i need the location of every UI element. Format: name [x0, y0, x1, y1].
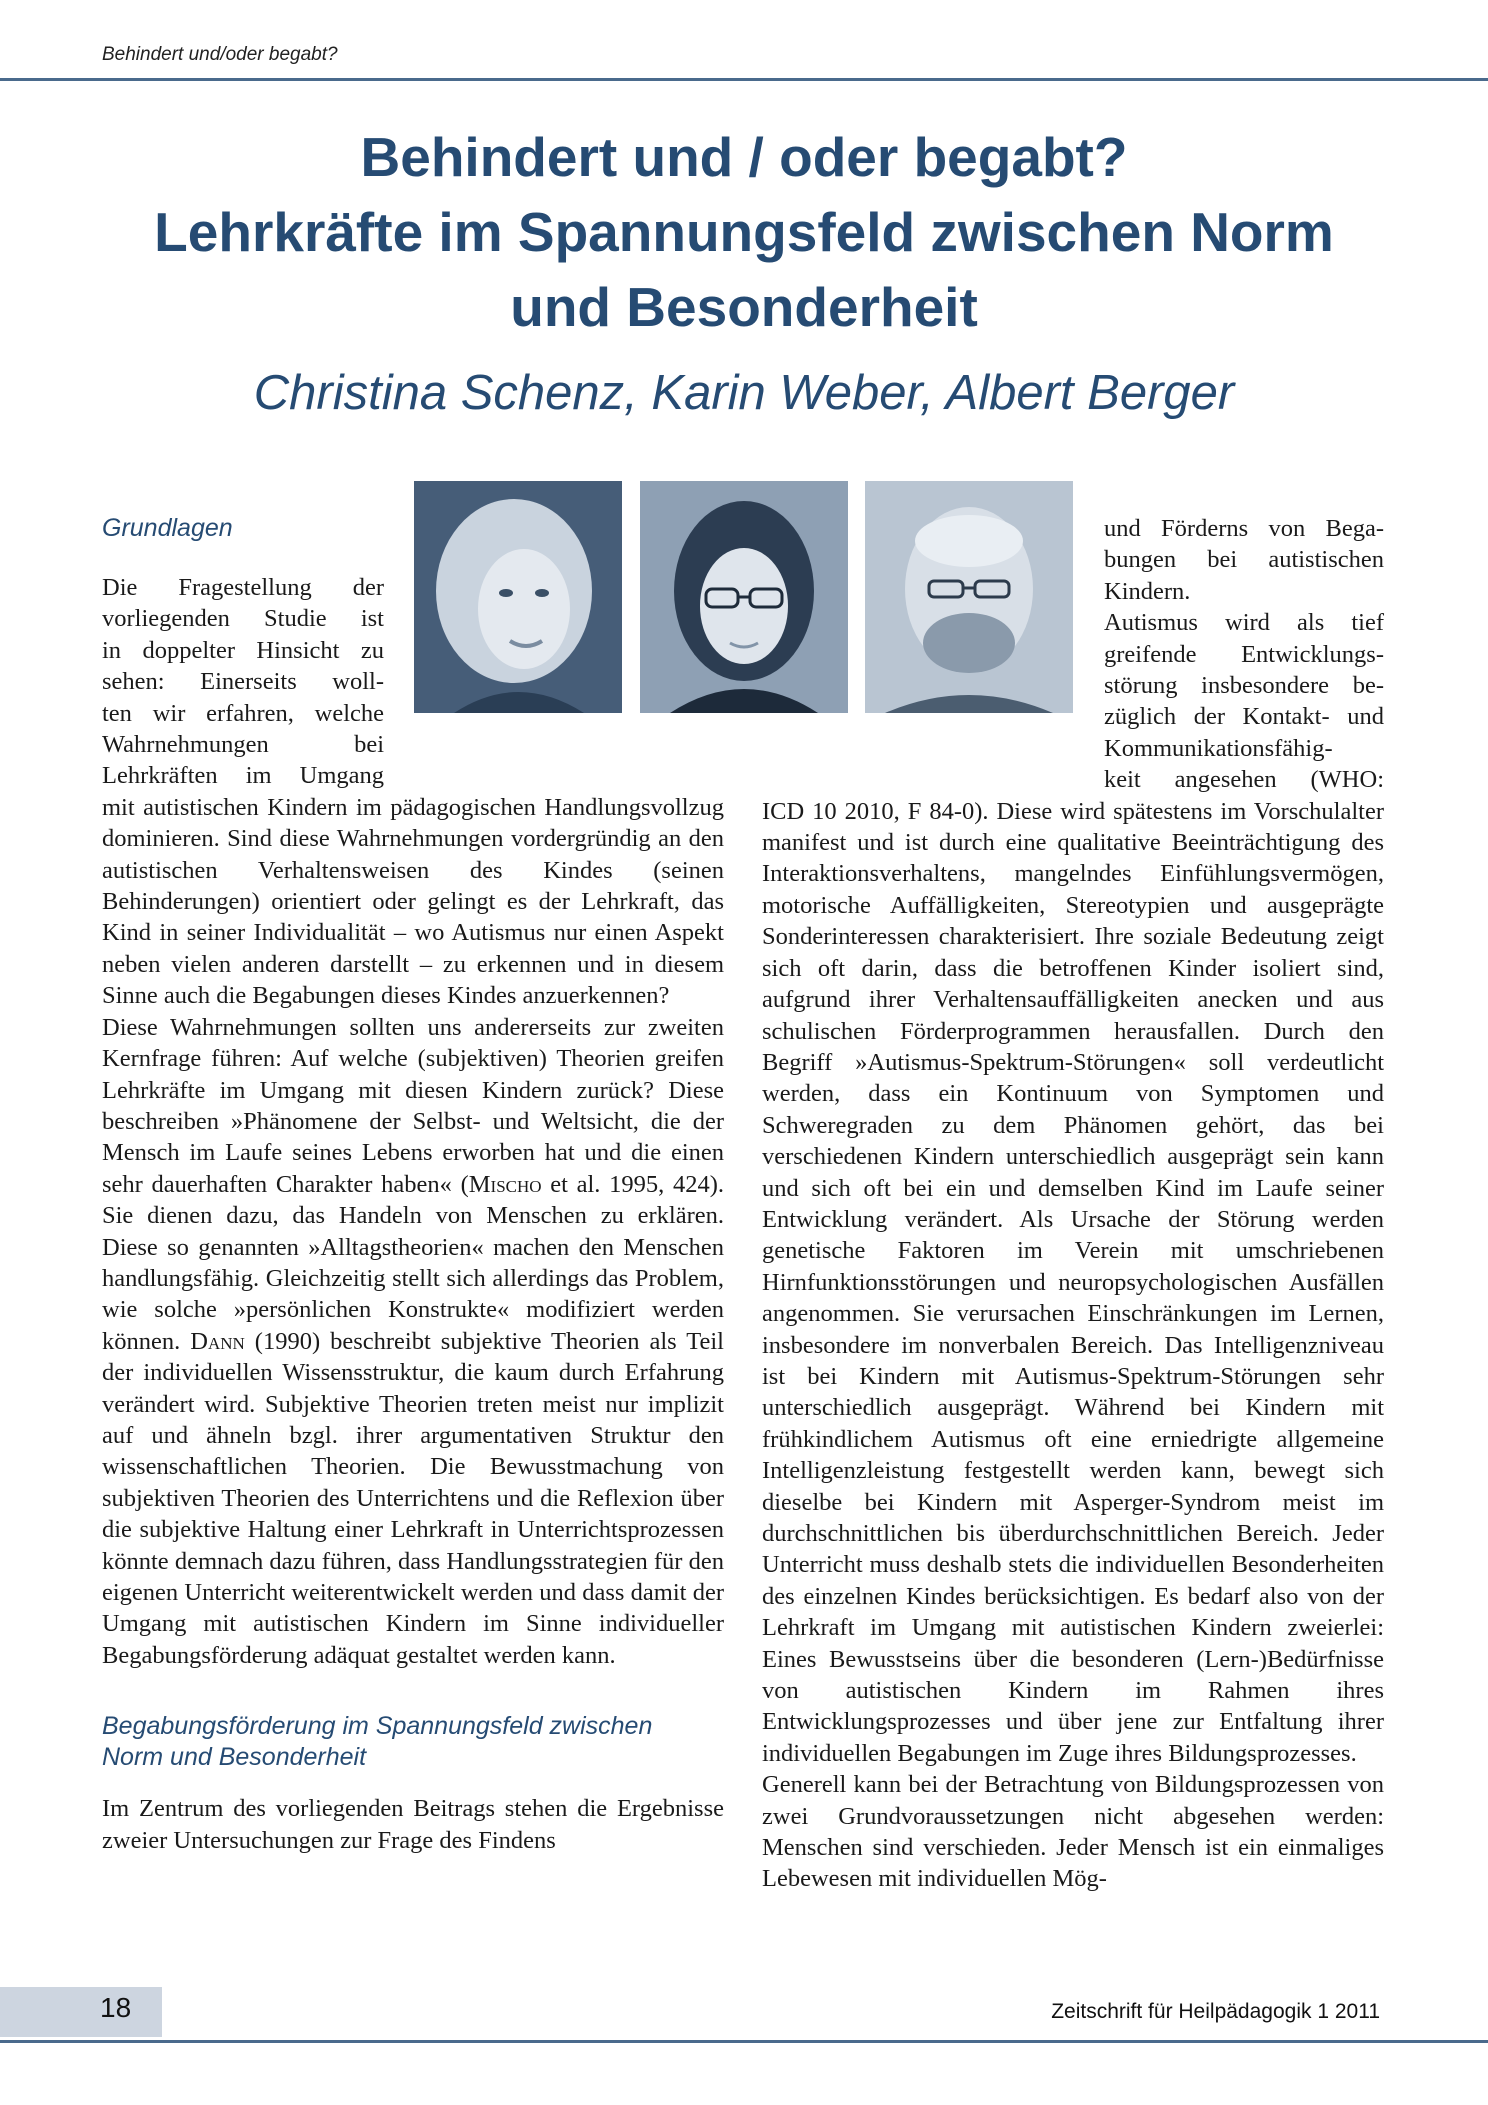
wrap-line: Lehrkräften im Umgang	[102, 762, 384, 790]
page-number: 18	[100, 1992, 132, 2023]
wrap-line: keit angesehen (WHO:	[1104, 766, 1384, 794]
wrap-line: sehen: Einerseits woll-	[102, 668, 384, 696]
wrap-line: greifende Entwicklungs-	[1104, 640, 1384, 668]
wrap-line: Kindern.	[1104, 577, 1191, 605]
wrap-line: in doppelter Hinsicht zu	[102, 636, 384, 664]
left-column	[102, 513, 724, 1856]
p2-part-b: et al. 1995, 424). Sie dienen dazu, das Handeln von Menschen zu erklären. Diese so genannten »Alltagstheorien« machen den Menschen handlungsfähig. Gleichzeitig stellt sich allerdings das Problem, wie solche »persönlichen Konstrukte« modifiziert werden können.	[102, 1170, 724, 1355]
wrap-line: und Förderns von Bega-	[1104, 515, 1384, 542]
right-column	[762, 513, 1384, 1895]
wrap-line: Autismus wird als tief	[1104, 609, 1384, 637]
wrap-line: ten wir erfahren, welche	[102, 699, 384, 727]
wrap-line: Die Fragestellung der	[102, 574, 384, 601]
section-heading-grundlagen: Grundlagen	[102, 514, 233, 542]
citation-mischo: Mischo	[468, 1170, 542, 1198]
title-line-1: Behindert und / oder begabt?	[360, 126, 1128, 188]
right-paragraph-2: Generell kann bei der Betrachtung von Bildungsprozessen von zwei Grundvoraussetzungen nicht abgesehen werden: Menschen sind verschieden. Jeder Mensch ist ein einmaliges Lebewesen mit individuellen Mög-	[762, 1771, 1384, 1893]
wrap-line: züglich der Kontakt- und	[1104, 703, 1384, 731]
top-rule	[0, 78, 1488, 81]
article-authors: Christina Schenz, Karin Weber, Albert Berger	[253, 366, 1235, 420]
p2-part-c: (1990) beschreibt subjektive Theorien als Teil der individuellen Wissensstruktur, die kaum durch Erfahrung verändert wird. Subjektive Theorien treten meist nur implizit auf und ähneln bzgl. ihrer argumentativen Struktur den wissenschaftlichen Theorien. Die Bewusstmachung von subjektiven Theorien des Unterrichtens und die Reflexion über die subjektive Haltung einer Lehrkraft in Unterrichtsprozessen könnte demnach dazu führen, dass Handlungsstrategien für den eigenen Unterricht weiterentwickelt werden und dass damit der Umgang mit autistischen Kindern im Sinne individueller Begabungsförderung adäquat gestaltet werden kann.	[102, 1327, 724, 1669]
wrap-line: störung insbesondere be-	[1104, 672, 1384, 700]
bottom-rule	[0, 2040, 1488, 2043]
left-wrap-paragraph	[102, 572, 384, 792]
wrap-line: Wahrnehmungen bei	[102, 731, 384, 759]
wrap-line: vorliegenden Studie ist	[102, 605, 384, 633]
right-wrap-block	[1104, 513, 1384, 796]
heading2-line-2: Norm und Besonderheit	[102, 1743, 367, 1772]
title-line-3: und Besonderheit	[510, 276, 978, 338]
paragraph-1-rest: mit autistischen Kindern im pädagogischen Handlungsvollzug dominieren. Sind diese Wahrnehmungen vordergründig an den autistischen Verhaltensweisen des Kindes (seinen Behinderungen) orientiert oder gelingt es der Lehrkraft, das Kind in seiner Individualität – wo Autismus nur einen Aspekt neben vielen anderen darstellt – zu erkennen und in diesem Sinne auch die Begabungen dieses Kindes anzuerkennen?	[102, 793, 724, 1010]
wrap-line: bungen bei autistischen	[1104, 546, 1384, 574]
paragraph-3: Im Zentrum des vorliegenden Beitrags stehen die Ergebnisse zweier Untersuchungen zur Frage des Findens	[102, 1795, 724, 1854]
page-number-box	[0, 1987, 162, 2037]
running-head: Behindert und/oder begabt?	[102, 44, 338, 65]
wrap-line: Kommunikationsfähig-	[1104, 734, 1333, 762]
article-title	[80, 120, 1408, 345]
right-paragraph-1-rest: ICD 10 2010, F 84-0). Diese wird spätestens im Vorschulalter manifest und ist durch eine qualitative Beeinträchtigung des Interaktionsverhaltens, mangelndes Einfühlungsvermögen, motorische Auffälligkeiten, Stereotypien und ausgeprägte Sonderinteressen charakterisiert. Ihre soziale Bedeutung zeigt sich oft darin, dass die betroffenen Kinder isoliert sind, aufgrund ihrer Verhaltensauffälligkeiten anecken und aus schulischen Förderprogrammen herausfallen. Durch den Begriff »Autismus-Spektrum-Störungen« soll verdeutlicht werden, dass ein Kontinuum von Symptomen und Schweregraden zu dem Phänomen gehört, das bei verschiedenen Kindern unterschiedlich ausgeprägt sein kann und sich oft bei ein und demselben Kind im Laufe seiner Entwicklung verändert. Als Ursache der Störung werden genetische Faktoren im Verein mit umschriebenen Hirnfunktionsstörungen und neuropsychologischen Ausfällen angenommen. Sie verursachen Einschränkungen im Lernen, insbesondere im nonverbalen Bereich. Das Intelligenzniveau ist bei Kindern mit Autismus-Spektrum-Störungen sehr unterschiedlich ausgeprägt. Während bei Kindern mit frühkindlichem Autismus oft eine erniedrigte allgemeine Intelligenzleistung festgestellt werden kann, bewegt sich dieselbe bei Kindern mit Asperger-Syndrom meist im durchschnittlichen bis überdurchschnittlichen Bereich. Jeder Unterricht muss deshalb stets die individuellen Besonderheiten des einzelnen Kindes berücksichtigen. Es bedarf also von der Lehrkraft im Umgang mit autistischen Kindern zweierlei: Eines Bewusstseins über die besonderen (Lern-)Bedürfnisse von autistischen Kindern im Rahmen ihres Entwicklungsprozesses und über jene zur Entfaltung ihrer individuellen Begabungen im Zuge ihres Bildungsprozesses.	[762, 797, 1384, 1767]
p2-part-a: Diese Wahrnehmungen sollten uns andererseits zur zweiten Kernfrage führen: Auf welche (subjektiven) Theorien greifen Lehrkräfte im Umgang mit diesen Kindern zurück? Diese beschreiben »Phänomene der Selbst- und Weltsicht, die der Mensch im Laufe seines Lebens erworben hat und die einen sehr dauerhaften Charakter haben« (	[102, 1013, 724, 1198]
journal-name: Zeitschrift für Heilpädagogik 1 2011	[1051, 2000, 1380, 2023]
title-line-2: Lehrkräfte im Spannungsfeld zwischen Norm	[154, 201, 1334, 263]
paragraph-2	[102, 1012, 724, 1672]
heading2-line-1: Begabungsförderung im Spannungsfeld zwischen	[102, 1712, 653, 1741]
section-heading-begabungsfoerderung	[102, 1711, 724, 1773]
citation-dann: Dann	[190, 1327, 245, 1355]
